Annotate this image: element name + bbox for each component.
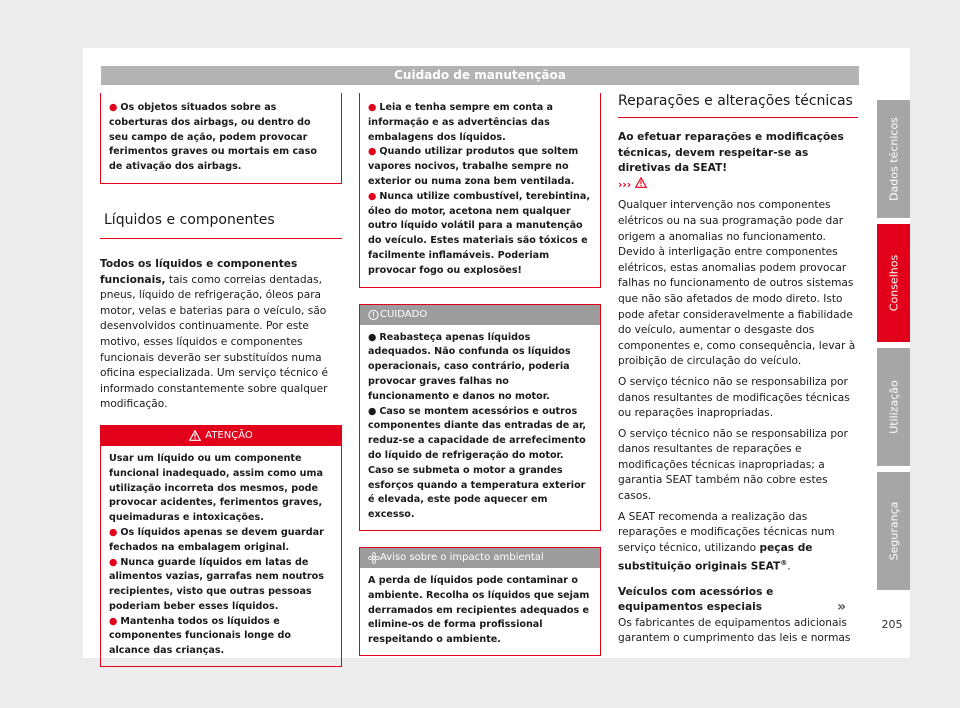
bullet-icon: ● — [368, 331, 377, 343]
bullet-icon: ● — [109, 615, 118, 627]
column-1 — [100, 93, 342, 667]
warning-continuation-box — [100, 93, 342, 184]
list-item: ● Os líquidos apenas se devem guardar fechados na embalagem original. — [109, 526, 324, 553]
paragraph: Qualquer intervenção nos componentes elétricos ou na sua programação pode dar origem a anomalias no funcionamento. Devido à interligação entre componentes elétricos, estas anomalias podem provocar falhas no funcionamento de outros sistemas que não são afetados de modo direto. Isto pode afetar consideravelmente a fiabilidade do veículo, aumentar o desgaste dos componentes e, como consequência, levar à proibição de circulação do veículo. — [618, 199, 856, 368]
page-number: 205 — [881, 618, 903, 631]
caution-body — [360, 325, 600, 530]
warning-header: ATENÇÃO — [101, 426, 341, 446]
caution-box — [359, 304, 601, 531]
column-3 — [618, 93, 858, 647]
list-item: ● Os objetos situados sobre as coberturas dos airbags, ou dentro do seu campo de ação, podem provocar ferimentos graves ou mortais em caso de ativação dos airbags. — [109, 102, 317, 173]
paragraph: Os fabricantes de equipamentos adicionais garantem o cumprimento das leis e normas — [618, 616, 851, 645]
tab-conselhos[interactable]: Conselhos — [877, 224, 910, 342]
warning-box — [100, 425, 342, 667]
page-header: Cuidado de manutençãoa — [101, 66, 859, 85]
subheading: Veículos com acessórios e equipamentos especiais — [618, 585, 774, 614]
list-item: ● Leia e tenha sempre em conta a informação e as advertências das embalagens dos líquidos. — [368, 102, 553, 143]
info-circle-icon — [368, 305, 379, 325]
bullet-icon: ● — [109, 526, 118, 538]
paragraph: O serviço técnico não se responsabiliza por danos resultantes de reparações e modificações técnicas inapropriadas; a garantia SEAT também não cobre estes casos. — [618, 427, 848, 503]
tab-utilizacao[interactable]: Utilização — [877, 348, 910, 466]
list-item: ● Nunca guarde líquidos em latas de alimentos vazias, garrafas nem noutros recipientes, visto que outras pessoas poderiam beber esses líquidos. — [109, 556, 324, 612]
tab-dados-tecnicos[interactable]: Dados técnicos — [877, 100, 910, 218]
warning-triangle-icon — [635, 177, 647, 188]
bullet-icon: ● — [368, 102, 377, 113]
list-item: ● Reabasteça apenas líquidos adequados. Não confunda os líquidos operacionais, caso contrário, poderia provocar graves falhas no funcionamento e danos no motor. — [368, 331, 571, 402]
list-item: ● Mantenha todos os líquidos e componentes funcionais longe do alcance das crianças. — [109, 615, 291, 657]
environment-body — [360, 568, 600, 655]
list-item: ● Quando utilizar produtos que soltem vapores nocivos, trabalhe sempre no exterior ou numa zona bem ventilada. — [368, 146, 579, 187]
flower-icon — [368, 548, 380, 568]
warning-triangle-icon — [189, 430, 201, 441]
column-2 — [359, 93, 601, 656]
section-title: Líquidos e componentes — [100, 212, 342, 239]
environment-header: Aviso sobre o impacto ambiental — [360, 548, 600, 568]
bullet-icon: ● — [368, 405, 377, 417]
paragraph: A SEAT recomenda a realização das reparações e modificações técnicas num serviço técnico, utilizando peças de substituição originais SEAT®. — [618, 510, 835, 573]
bullet-icon: ● — [109, 556, 118, 568]
list-item: ● Nunca utilize combustível, terebintina, óleo do motor, acetona nem qualquer outro líquido volátil para a manutenção do veículo. Estes materiais são tóxicos e facilmente inflamáveis. Poderiam provocar fogo ou explosões! — [368, 190, 591, 276]
continue-marker: » — [837, 599, 847, 615]
warning-intro: Usar um líquido ou um componente funcional inadequado, assim como uma utilização incorreta dos mesmos, pode provocar acidentes, ferimentos graves, queimaduras e intoxicações. — [109, 452, 323, 524]
warning-body — [101, 446, 341, 666]
caution-header: CUIDADO — [360, 305, 600, 325]
section-title: Reparações e alterações técnicas — [618, 93, 858, 118]
bullet-icon: ● — [368, 146, 377, 158]
environment-text: A perda de líquidos pode contaminar o ambiente. Recolha os líquidos que sejam derramados em recipientes adequados e elimine-os de forma profissional respeitando o ambiente. — [368, 574, 590, 646]
environment-box — [359, 547, 601, 656]
tab-seguranca[interactable]: Segurança — [877, 472, 910, 590]
intro-paragraph: Todos os líquidos e componentes funcionais, tais como correias dentadas, pneus, líquido de refrigeração, óleos para motor, velas e baterias para o veículo, são desenvolvidos continuamente. Por este motivo, esses líquidos e componentes funcionais deverão ser substituídos numa oficina especializada. Um serviço técnico é informado constantemente sobre qualquer modificação. — [100, 257, 328, 411]
bullet-icon: ● — [368, 190, 377, 202]
paragraph: O serviço técnico não se responsabiliza por danos resultantes de modificações técnicas ou reparações inapropriadas. — [618, 375, 850, 420]
bullet-icon: ● — [109, 102, 118, 113]
warning-continuation-box — [359, 93, 601, 288]
list-item: ● Caso se montem acessórios e outros componentes diante das entradas de ar, reduz-se a capacidade de arrefecimento do líquido de refrigeração do motor. Caso se submeta o motor a grandes esforços quando a temperatura exterior é elevada, este pode aquecer em excesso. — [368, 405, 586, 521]
lead-paragraph: Ao efetuar reparações e modificações técnicas, devem respeitar-se as diretivas da SEAT! ››› — [618, 131, 844, 191]
